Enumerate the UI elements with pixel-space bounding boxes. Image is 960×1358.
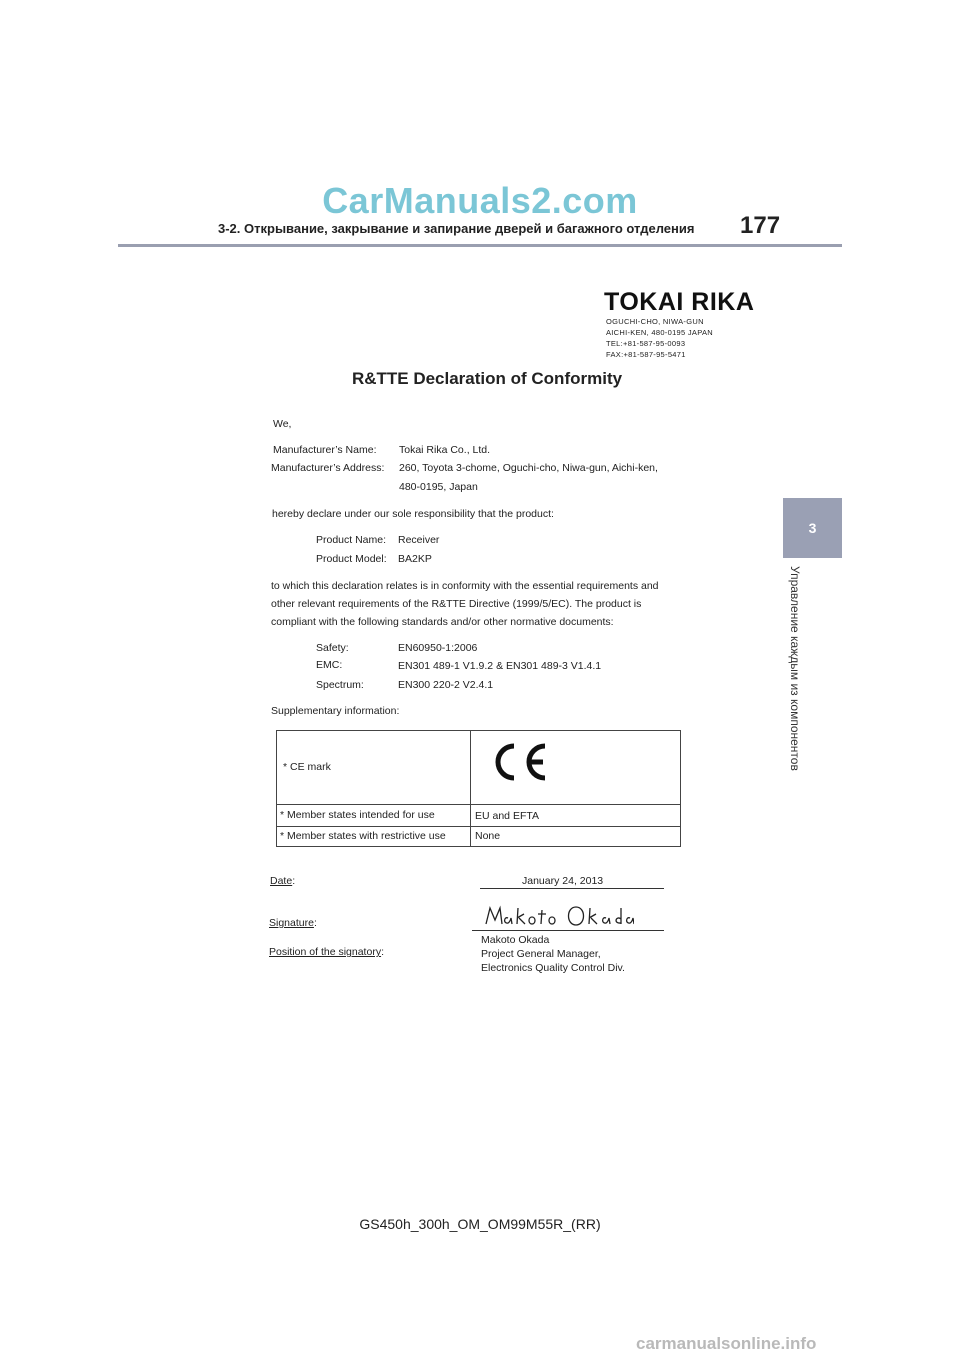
table-row-divider [277,804,680,805]
date-row: Date: [270,875,296,887]
supplementary-label: Supplementary information: [271,705,400,717]
product-name-label: Product Name: [316,534,387,546]
address-line: AICHI-KEN, 480-0195 JAPAN [606,328,713,337]
member-states-value: EU and EFTA [475,810,539,822]
position-line: Electronics Quality Control Div. [481,962,625,974]
address-line: FAX:+81-587-95-5471 [606,350,686,359]
manufacturer-address-line: 260, Toyota 3-chome, Oguchi-cho, Niwa-gun, Aichi-ken, [399,462,658,474]
signature-label: Signature [269,917,314,929]
product-model-label: Product Model: [316,553,387,565]
restrictive-use-value: None [475,830,501,842]
manufacturer-name: Tokai Rika Co., Ltd. [399,444,491,456]
address-line: OGUCHI-CHO, NIWA-GUN [606,317,704,326]
ce-mark-label: * CE mark [283,761,331,773]
section-heading: 3-2. Открывание, закрывание и запирание дверей и багажного отделения [218,221,695,236]
signature-line [472,930,664,931]
member-states-label: * Member states intended for use [280,809,435,821]
conformity-text: compliant with the following standards and/or other normative documents: [271,616,614,628]
position-row: Position of the signatory: [269,946,384,958]
conformity-text: other relevant requirements of the R&TTE Directive (1999/5/EC). The product is [271,598,642,610]
declare-text: hereby declare under our sole responsibility that the product: [272,508,554,520]
manual-code: GS450h_300h_OM_OM99M55R_(RR) [359,1216,601,1232]
we-text: We, [273,418,292,430]
date-value: January 24, 2013 [522,875,604,887]
standard-label: Spectrum: [316,679,364,691]
standard-value: EN60950-1:2006 [398,642,478,654]
product-name: Receiver [398,534,440,546]
standard-value: EN301 489-1 V1.9.2 & EN301 489-3 V1.4.1 [398,660,602,672]
header-divider [118,244,842,247]
handwritten-signature [484,902,634,930]
manufacturer-address-line: 480-0195, Japan [399,481,478,493]
ce-mark-icon [487,740,551,784]
page-number: 177 [740,212,781,239]
conformity-text: to which this declaration relates is in conformity with the essential requirements and [271,580,659,592]
restrictive-use-label: * Member states with restrictive use [280,830,446,842]
standard-label: EMC: [316,659,343,671]
watermark-top: CarManuals2.com [322,180,638,221]
address-line: TEL:+81-587-95-0093 [606,339,686,348]
chapter-side-title: Управление каждым из компонентов [788,566,802,771]
product-model: BA2KP [398,553,432,565]
manufacturer-address-label: Manufacturer’s Address: [271,462,385,474]
signature-row: Signature: [269,917,317,929]
signatory-name: Makoto Okada [481,934,550,946]
date-label: Date [270,875,293,887]
manufacturer-name-label: Manufacturer’s Name: [273,444,377,456]
table-column-divider [470,731,471,846]
standard-value: EN300 220-2 V2.4.1 [398,679,494,691]
position-line: Project General Manager, [481,948,601,960]
position-label: Position of the signatory [269,946,382,958]
date-line [480,888,664,889]
declaration-title: R&TTE Declaration of Conformity [351,369,623,388]
watermark-bottom: carmanualsonline.info [636,1334,817,1353]
tokai-rika-logo: TOKAI RIKA [604,288,755,316]
chapter-tab: 3 [783,498,842,558]
standard-label: Safety: [316,642,349,654]
table-row-divider [277,826,680,827]
